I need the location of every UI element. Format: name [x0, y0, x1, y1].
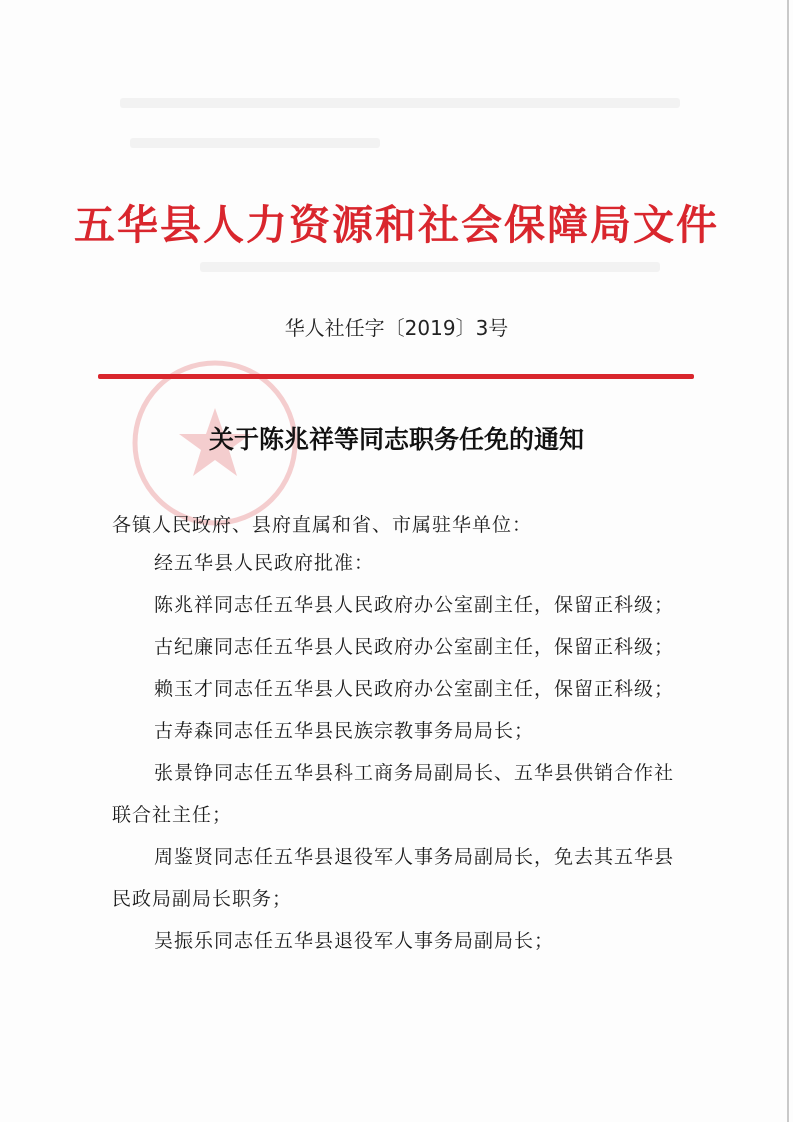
appointment-item: 张景铮同志任五华县科工商务局副局长、五华县供销合作社联合社主任； [112, 762, 675, 826]
appointment-item: 吴振乐同志任五华县退役军人事务局副局长； [154, 930, 555, 952]
bleed-through-line [200, 262, 660, 272]
scan-edge-right [787, 0, 789, 1122]
appointment-item: 赖玉才同志任五华县人民政府办公室副主任，保留正科级； [154, 678, 675, 700]
appointment-item: 周鉴贤同志任五华县退役军人事务局副局长，免去其五华县民政局副局长职务； [112, 846, 675, 910]
appointment-item: 古寿森同志任五华县民族宗教事务局局长； [154, 720, 535, 742]
appointment-item: 古纪廉同志任五华县人民政府办公室副主任，保留正科级； [154, 636, 675, 658]
bleed-through-line [130, 138, 380, 148]
body-paragraph: 经五华县人民政府批准： [154, 552, 375, 574]
appointment-item: 陈兆祥同志任五华县人民政府办公室副主任，保留正科级； [154, 594, 675, 616]
issuer-header-title: 五华县人力资源和社会保障局文件 [74, 201, 719, 249]
bleed-through-line [120, 98, 680, 108]
addressee-line: 各镇人民政府、县府直属和省、市属驻华单位： [112, 514, 533, 536]
notice-title: 关于陈兆祥等同志职务任免的通知 [208, 425, 584, 454]
document-number: 华人社任字〔2019〕3号 [284, 316, 509, 340]
